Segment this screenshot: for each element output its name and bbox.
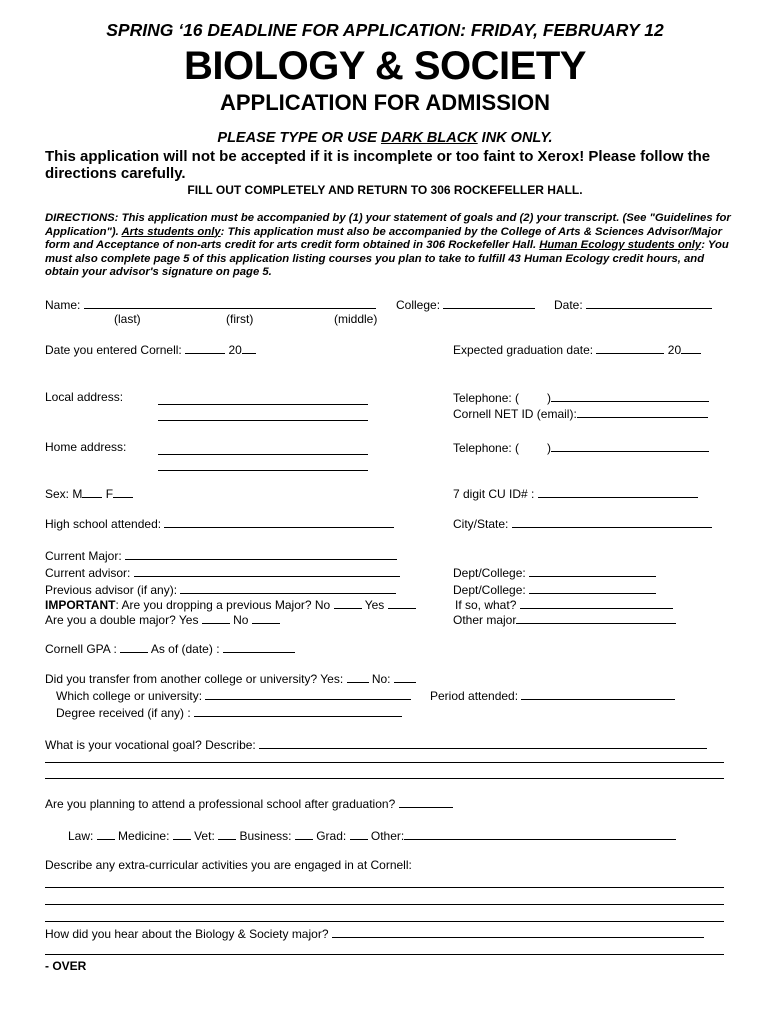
date-label: Date: [554,298,583,312]
extracurricular-line-3[interactable] [45,921,724,922]
which-college-label: Which college or university: [56,689,203,703]
human-ecology-label: Human Ecology students only [539,239,702,251]
transfer-no-line[interactable] [394,671,416,683]
city-state-line[interactable] [512,516,712,528]
date-entered-year-line[interactable] [242,342,256,354]
double-major-no-line[interactable] [252,612,280,624]
sex-field[interactable] [45,486,133,501]
college-field[interactable] [396,297,535,312]
degree-received-field[interactable] [56,705,402,720]
local-telephone-field[interactable] [453,390,709,405]
college-label: College: [396,298,441,312]
professional-school-field[interactable] [45,796,453,811]
net-id-field[interactable] [453,406,708,421]
local-address-label: Local address: [45,390,124,404]
previous-dept-college-field[interactable] [453,582,656,597]
as-of-label: As of (date) : [150,642,220,656]
dropping-major-yes-label: Yes [364,598,385,612]
previous-dept-college-label: Dept/College: [453,583,526,597]
expected-graduation-year-line[interactable] [681,342,701,354]
vocational-goal-label: What is your vocational goal? Describe: [45,738,256,752]
directions-part3: : You must also complete page 5 of this application listing courses you plan to take to fulfill 43 Human Ecology credit hours, and obtain your advisor's signature on page 5. [45,239,729,278]
advisor-dept-college-label: Dept/College: [453,566,526,580]
law-line[interactable] [97,828,115,840]
vocational-goal-field[interactable] [45,737,707,752]
home-address-line-2[interactable] [158,458,368,476]
law-label: Law: [68,829,94,843]
advisor-dept-college-field[interactable] [453,565,656,580]
high-school-label: High school attended: [45,517,162,531]
date-line[interactable] [586,297,712,309]
date-field[interactable] [554,297,712,312]
last-name-hint: (last) [114,312,141,326]
medicine-label: Medicine: [118,829,170,843]
double-major-field[interactable] [45,612,280,627]
degree-received-colon: : [187,706,191,720]
date-entered-label: Date you entered Cornell: [45,343,182,357]
period-attended-line[interactable] [521,688,675,700]
home-telephone-label: Telephone: ( [453,441,520,455]
period-attended-field[interactable] [430,688,675,703]
directions-paragraph [45,212,735,280]
heard-about-extra-line[interactable] [45,954,724,955]
gpa-line[interactable] [120,641,148,653]
double-major-no-label: No [233,613,249,627]
local-address-line-2[interactable] [158,408,368,426]
transfer-no-label: No: [371,672,391,686]
cu-id-field[interactable] [453,486,698,501]
local-telephone-paren: ) [547,391,552,405]
previous-dept-college-line[interactable] [529,582,656,594]
college-line[interactable] [443,297,535,309]
heard-about-field[interactable] [45,926,704,941]
current-advisor-line[interactable] [134,565,400,577]
ink-text-after: INK ONLY. [477,130,553,146]
expected-graduation-field[interactable] [453,342,701,357]
home-address-label: Home address: [45,440,127,454]
local-telephone-line[interactable] [551,390,709,402]
expected-graduation-year-prefix: 20 [667,343,682,357]
other-major-line[interactable] [516,612,676,624]
dropping-major-field[interactable] [45,597,416,612]
date-entered-year-prefix: 20 [228,343,242,357]
double-major-yes-line[interactable] [202,612,230,624]
transfer-yes-line[interactable] [347,671,369,683]
home-telephone-paren: ) [547,441,552,455]
ink-instruction [0,130,770,146]
dropping-major-no-line[interactable] [334,597,362,609]
previous-advisor-field[interactable] [45,582,396,597]
over-indicator: - OVER [45,959,87,973]
current-major-line[interactable] [125,548,397,560]
gpa-label: Cornell GPA : [45,642,117,656]
if-so-line[interactable] [520,597,673,609]
other-major-field[interactable] [453,612,676,627]
heard-about-line[interactable] [332,926,704,938]
transfer-label: Did you transfer from another college or university? Yes: [45,672,344,686]
vocational-goal-extra-line-1[interactable] [45,762,724,763]
page-subtitle: APPLICATION FOR ADMISSION [220,90,550,115]
vocational-goal-line[interactable] [259,737,707,749]
high-school-field[interactable] [45,516,394,531]
current-advisor-label: Current advisor: [45,566,131,580]
degree-received-label: Degree received (if any) [56,706,185,720]
grad-line[interactable] [350,828,368,840]
current-advisor-field[interactable] [45,565,400,580]
page-title: BIOLOGY & SOCIETY [184,44,586,88]
professional-school-label: Are you planning to attend a professional school after graduation? [45,797,396,811]
dropping-major-yes-line[interactable] [388,597,416,609]
previous-advisor-label: Previous advisor (if any): [45,583,178,597]
expected-graduation-month-line[interactable] [596,342,664,354]
period-attended-label: Period attended: [430,689,519,703]
home-telephone-field[interactable] [453,440,709,455]
date-entered-field[interactable] [45,342,256,357]
business-label: Business: [239,829,292,843]
return-instruction: FILL OUT COMPLETELY AND RETURN TO 306 ROCKEFELLER HALL. [187,183,583,197]
name-field[interactable] [45,297,376,312]
first-name-hint: (first) [226,312,254,326]
dropping-major-question: : Are you dropping a previous Major? No [115,598,331,612]
current-major-label: Current Major: [45,549,122,563]
home-telephone-line[interactable] [551,440,709,452]
date-entered-month-line[interactable] [185,342,225,354]
local-telephone-label: Telephone: ( [453,391,520,405]
other-line[interactable] [404,828,676,840]
directions-part2: : This application must also be accompanied by the College of Arts & Sciences Advisor/Major form and Acceptance of non-arts credit for arts credit form obtained in 306 Rockefeller Hall. [45,225,723,251]
middle-name-hint: (middle) [334,312,378,326]
sex-female-label: F [105,487,114,501]
gpa-field[interactable] [45,641,295,656]
as-of-line[interactable] [223,641,295,653]
other-major-label: Other major [453,613,517,627]
if-so-label: If so, what? [455,598,517,612]
extracurricular-line-2[interactable] [45,904,724,905]
cu-id-line[interactable] [538,486,698,498]
degree-received-line[interactable] [194,705,402,717]
current-major-field[interactable] [45,548,397,563]
if-so-field[interactable] [455,597,673,612]
expected-graduation-label: Expected graduation date: [453,343,594,357]
high-school-line[interactable] [164,516,394,528]
sex-male-line[interactable] [82,486,102,498]
sex-male-label: Sex: M [45,487,83,501]
school-type-row[interactable] [68,828,676,843]
directions-part1: DIRECTIONS: This application must be accompanied by (1) your statement of goals and (2) your transcript. (See "Guidelines for Application"). [45,212,731,238]
name-line[interactable] [84,297,376,309]
professional-school-line[interactable] [399,796,453,808]
ink-text-before: PLEASE TYPE OR USE [217,130,381,146]
which-college-field[interactable] [56,688,411,703]
incomplete-warning: This application will not be accepted if it is incomplete or too faint to Xerox! Please follow the directions carefully. [45,148,711,182]
city-state-label: City/State: [453,517,509,531]
extracurricular-label: Describe any extra-curricular activities you are engaged in at Cornell: [45,858,412,872]
double-major-label: Are you a double major? Yes [45,613,199,627]
arts-students-label: Arts students only [121,225,221,238]
vet-line[interactable] [218,828,236,840]
medicine-line[interactable] [173,828,191,840]
vet-label: Vet: [194,829,215,843]
cu-id-label: 7 digit CU ID# : [453,487,535,501]
name-label: Name: [45,298,81,312]
city-state-field[interactable] [453,516,712,531]
previous-advisor-line[interactable] [180,582,396,594]
deadline-notice: SPRING ‘16 DEADLINE FOR APPLICATION: FRIDAY, FEBRUARY 12 [106,20,664,40]
extracurricular-line-1[interactable] [45,887,724,888]
grad-label: Grad: [316,829,347,843]
net-id-line[interactable] [577,406,708,418]
other-label: Other: [370,829,405,843]
advisor-dept-college-line[interactable] [529,565,656,577]
sex-female-line[interactable] [113,486,133,498]
transfer-field[interactable] [45,671,416,686]
business-line[interactable] [295,828,313,840]
important-label: IMPORTANT [45,598,116,612]
heard-about-label: How did you hear about the Biology & Society major? [45,927,329,941]
which-college-line[interactable] [205,688,411,700]
ink-text-underlined: DARK BLACK [380,130,478,146]
vocational-goal-extra-line-2[interactable] [45,778,724,779]
net-id-label: Cornell NET ID (email): [453,407,577,421]
